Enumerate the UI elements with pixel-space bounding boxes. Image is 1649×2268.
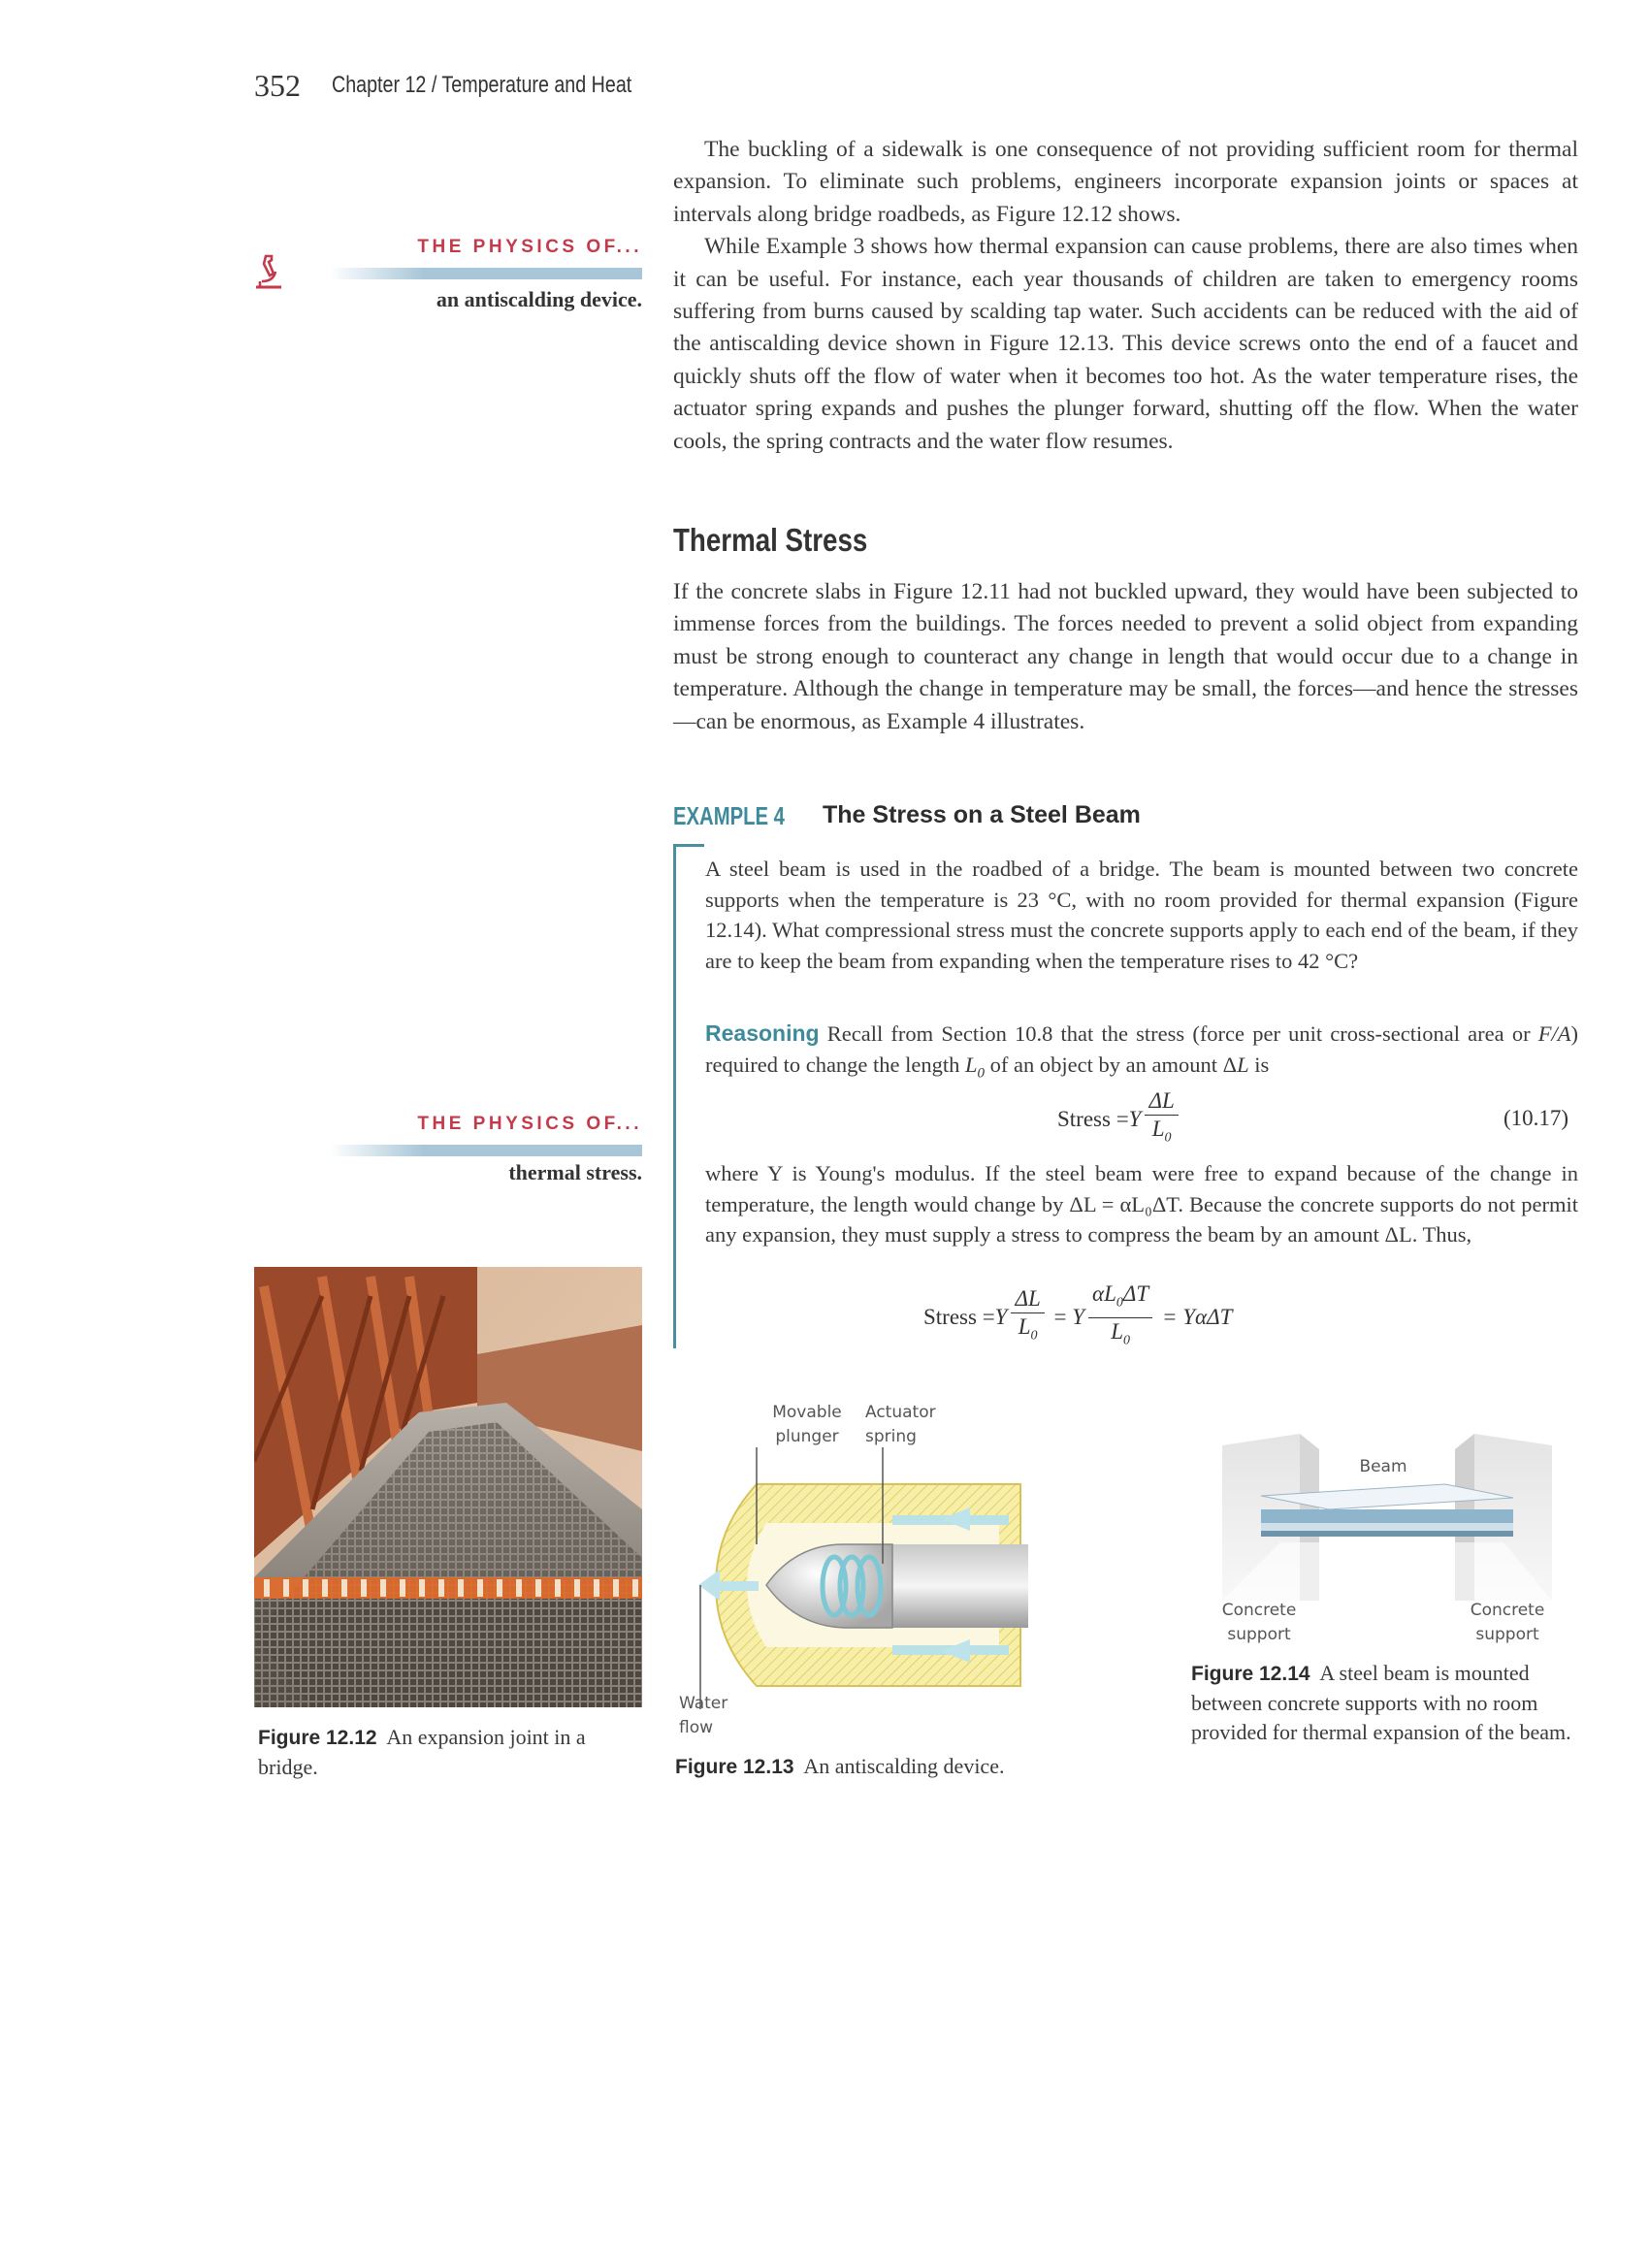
microscope-icon	[252, 252, 287, 291]
margin-note-topic: an antiscalding device.	[436, 287, 642, 311]
example-reasoning	[705, 1019, 1578, 1089]
numerator: ΔL	[1011, 1285, 1044, 1313]
bridge-photo	[254, 1267, 642, 1707]
right-support-label: Concrete support	[1470, 1601, 1545, 1644]
equation-text: Y	[1128, 1107, 1142, 1131]
reasoning-text: F/A	[1537, 1021, 1571, 1046]
equation-text: Stress =	[1057, 1107, 1129, 1131]
reasoning-text: Recall from Section 10.8 that the stress (force per unit cross-sectional area or	[826, 1021, 1538, 1046]
example-title: The Stress on a Steel Beam	[823, 801, 1141, 828]
example-rule	[673, 844, 676, 1348]
denominator: $L_0$	[1018, 1313, 1038, 1344]
figure-caption	[258, 1723, 646, 1782]
paragraph: While Example 3 shows how thermal expansion can cause problems, there are also times when it can be useful. For instance, each year thousands of children are taken to emergency rooms suffering from burns caused by scalding tap water. Such accidents can be reduced with the aid of the antiscalding device shown in Figure 12.13. This device screws onto the end of a faucet and quickly shuts off the flow of water when it becomes too hot. As the water temperature rises, the actuator spring expands and pushes the plunger forward, shutting off the flow. When the water cools, the spring contracts and the water flow resumes.	[673, 234, 1578, 454]
margin-note-label: THE PHYSICS OF...	[417, 237, 642, 257]
reasoning-text: is	[1248, 1052, 1270, 1077]
numerator: $\alpha L_0\Delta T$	[1088, 1280, 1152, 1318]
reasoning-text: of an object by an amount Δ	[985, 1052, 1238, 1077]
reasoning-text: ) required to change the length	[705, 1021, 1578, 1077]
figure-label: Figure 12.14	[1191, 1663, 1310, 1685]
fraction	[1011, 1285, 1044, 1350]
antiscalding-device-diagram	[679, 1447, 1067, 1709]
equation-text: Y	[1072, 1305, 1085, 1329]
margin-note-topic: thermal stress.	[508, 1160, 642, 1184]
page-number: 352	[254, 68, 301, 103]
reasoning-label: Reasoning	[705, 1021, 820, 1046]
plunger-label: Movable plunger	[772, 1403, 842, 1446]
denominator: $L_0$	[1151, 1116, 1172, 1146]
margin-note-label: THE PHYSICS OF...	[417, 1114, 642, 1134]
steel-beam-diagram	[1222, 1426, 1552, 1601]
reasoning-text-2: where Y is Young's modulus. If the steel beam were free to expand because of the change in temperature, the length would change by ΔL = αL₀ΔT. Because the concrete supports do not permit any expansion, they must supply a stress to compress the beam by an amount ΔL. Thus,	[705, 1161, 1578, 1247]
caption-text: An expansion joint in a bridge.	[258, 1725, 586, 1779]
equation-thermal-stress	[923, 1280, 1233, 1348]
example-label: EXAMPLE 4	[673, 801, 785, 830]
left-support-label: Concrete support	[1221, 1601, 1297, 1644]
figure-label: Figure 12.13	[675, 1756, 794, 1778]
example-rule-tick	[673, 844, 704, 847]
equation-text: =	[1048, 1305, 1073, 1329]
paragraph: The buckling of a sidewalk is one consequence of not providing sufficient room for thermal expansion. To eliminate such problems, engineers incorporate expansion joints or spaces at intervals along bridge roadbeds, as Figure 12.12 shows.	[673, 137, 1578, 227]
equation-stress	[1057, 1088, 1182, 1150]
numerator: ΔL	[1145, 1087, 1178, 1116]
running-head: Chapter 12 / Temperature and Heat	[332, 72, 632, 98]
caption-text: A steel beam is mounted between concrete supports with no room provided for thermal expansion of the beam.	[1191, 1661, 1571, 1744]
equation-text: Stress =	[923, 1305, 995, 1329]
denominator: $L_0$	[1111, 1318, 1131, 1348]
example-problem: A steel beam is used in the roadbed of a bridge. The beam is mounted between two concrete supports when the temperature is 23 °C, with no room provided for thermal expansion (Figure 12.14). What compressional stress must the concrete supports apply to each end of the beam, if they are to keep the beam from expanding when the temperature rises to 42 °C?	[705, 857, 1578, 973]
figure-caption	[1191, 1659, 1583, 1747]
figure-caption	[675, 1752, 1083, 1782]
fraction	[1088, 1280, 1152, 1354]
equation-text: = YαΔT	[1156, 1305, 1233, 1329]
paragraph: If the concrete slabs in Figure 12.11 had not buckled upward, they would have been subjected to immense forces from the buildings. The forces needed to prevent a solid object from expanding must be strong enough to counteract any change in length that would occur due to a change in temperature. Although the change in temperature may be small, the forces—and hence the stresses—can be enormous, as Example 4 illustrates.	[673, 579, 1578, 734]
margin-note-bar	[330, 1145, 642, 1156]
spring-label: Actuator spring	[865, 1403, 936, 1446]
equation-text: Y	[994, 1305, 1008, 1329]
symbol-l: L	[1237, 1052, 1249, 1077]
caption-text: An antiscalding device.	[803, 1754, 1005, 1778]
symbol-l0: $L_0$	[965, 1052, 986, 1081]
section-text	[673, 576, 1578, 738]
beam-label: Beam	[1359, 1457, 1407, 1476]
figure-label: Figure 12.12	[258, 1727, 377, 1749]
section-heading: Thermal Stress	[673, 522, 868, 558]
equation-number: (10.17)	[1504, 1106, 1569, 1130]
intro-text	[673, 134, 1578, 458]
water-flow-label: Water flow	[679, 1694, 728, 1737]
margin-note-bar	[330, 268, 642, 279]
fraction	[1145, 1087, 1178, 1152]
